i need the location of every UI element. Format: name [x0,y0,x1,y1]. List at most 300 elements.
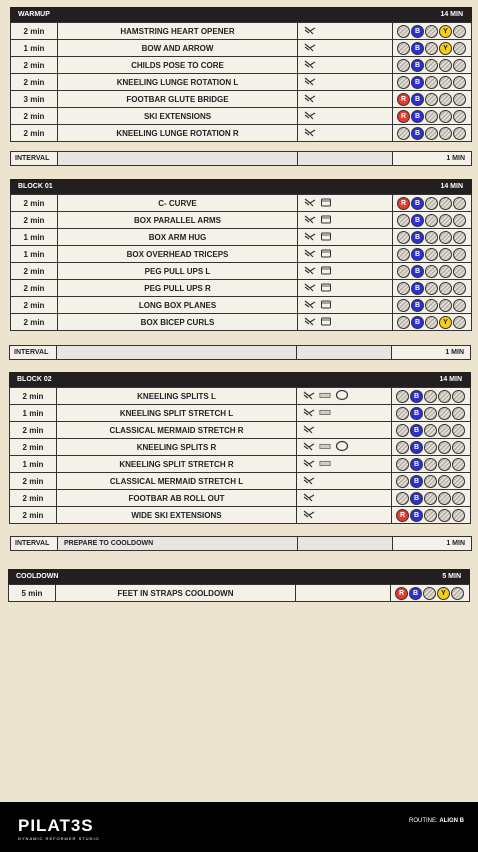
equipment-cell [298,314,393,331]
blue-spring-dot: B [411,25,424,38]
table-row [11,108,472,125]
blue-spring-dot: B [411,76,424,89]
red-spring-dot: R [396,509,409,522]
exercise-name: WIDE SKI EXTENSIONS [57,507,297,524]
strap-icon [304,282,316,294]
grey-spring-dot [425,265,438,278]
table-row [11,195,472,212]
interval-duration: 1 MIN [393,537,472,551]
exercise-time: 1 min [10,405,57,422]
exercise-name: CLASSICAL MERMAID STRETCH R [57,422,297,439]
spring-settings [392,388,471,405]
grey-spring-dot [453,59,466,72]
exercise-name: BOX BICEP CURLS [58,314,298,331]
table-row [11,229,472,246]
spring-settings [393,246,472,263]
grey-spring-dot [424,475,437,488]
exercise-time: 2 min [11,263,58,280]
block-title: BLOCK 01 [18,183,53,190]
spring-settings [393,263,472,280]
red-spring-dot: R [395,587,408,600]
block-duration: 14 MIN [439,376,462,383]
interval-equipment [298,152,393,166]
table-row [10,456,471,473]
equipment-cell [298,91,393,108]
equipment-cell [298,195,393,212]
equipment-cell [298,212,393,229]
grey-spring-dot [452,390,465,403]
grey-spring-dot [425,25,438,38]
brand-logo: PILAT3S [18,816,94,835]
strap-icon [304,42,316,54]
grey-spring-dot [397,127,410,140]
red-spring-dot: R [397,197,410,210]
exercise-name: KNEELING SPLITS R [57,439,297,456]
equipment-cell [298,40,393,57]
exercise-time: 2 min [10,388,57,405]
grey-spring-dot [439,93,452,106]
grey-spring-dot [397,25,410,38]
equipment-cell [297,456,392,473]
ring-icon [335,440,349,454]
grey-spring-dot [424,407,437,420]
exercise-name: KNEELING SPLITS L [57,388,297,405]
strap-icon [304,25,316,37]
blue-spring-dot: B [409,587,422,600]
block-header [9,372,471,387]
strap-icon [303,441,315,453]
equipment-cell [298,297,393,314]
equipment-cell [296,585,391,602]
block-header [8,569,470,584]
strap-icon [304,197,316,209]
spring-settings [393,40,472,57]
grey-spring-dot [425,76,438,89]
exercise-table [8,584,470,602]
equipment-cell [298,57,393,74]
grey-spring-dot [453,25,466,38]
spring-settings [393,297,472,314]
blue-spring-dot: B [411,42,424,55]
exercise-time: 2 min [10,439,57,456]
equipment-cell [298,280,393,297]
grey-spring-dot [439,197,452,210]
table-row [10,405,471,422]
table-row [9,585,470,602]
interval-label: INTERVAL [10,346,57,360]
grey-spring-dot [439,265,452,278]
interval-note [57,346,297,360]
grey-spring-dot [425,299,438,312]
exercise-time: 2 min [11,74,58,91]
table-row [10,439,471,456]
grey-spring-dot [452,475,465,488]
exercise-time: 2 min [11,57,58,74]
exercise-table [10,194,472,331]
block-title: BLOCK 02 [17,376,52,383]
grey-spring-dot [424,441,437,454]
grey-spring-dot [453,231,466,244]
grey-spring-dot [439,76,452,89]
block-3 [9,372,471,524]
spring-settings [393,314,472,331]
exercise-name: BOW AND ARROW [58,40,298,57]
equipment-cell [297,473,392,490]
block-header [10,179,472,194]
exercise-name: FOOTBAR GLUTE BRIDGE [58,91,298,108]
grey-spring-dot [453,316,466,329]
table-row [10,473,471,490]
yellow-spring-dot: Y [439,42,452,55]
interval-equipment [297,346,392,360]
spring-settings [393,23,472,40]
grey-spring-dot [452,492,465,505]
blue-spring-dot: B [411,93,424,106]
equipment-cell [297,405,392,422]
grey-spring-dot [453,248,466,261]
grey-spring-dot [425,197,438,210]
strap-icon [303,475,315,487]
exercise-table [9,387,471,524]
exercise-time: 3 min [11,91,58,108]
table-row [11,125,472,142]
spring-settings [393,212,472,229]
grey-spring-dot [453,93,466,106]
exercise-name: CLASSICAL MERMAID STRETCH L [57,473,297,490]
grey-spring-dot [396,424,409,437]
box-icon [320,316,332,328]
equipment-cell [298,125,393,142]
pad-icon [319,458,331,470]
blue-spring-dot: B [410,424,423,437]
grey-spring-dot [425,93,438,106]
block-title: WARMUP [18,11,50,18]
equipment-cell [298,263,393,280]
grey-spring-dot [438,441,451,454]
grey-spring-dot [396,492,409,505]
grey-spring-dot [397,231,410,244]
interval-table [9,345,471,360]
grey-spring-dot [453,282,466,295]
grey-spring-dot [424,458,437,471]
equipment-cell [298,23,393,40]
equipment-cell [298,108,393,125]
grey-spring-dot [425,110,438,123]
interval-duration: 1 MIN [392,346,471,360]
spring-settings [392,490,471,507]
interval-row [9,345,471,360]
exercise-time: 1 min [11,229,58,246]
table-row [11,280,472,297]
equipment-cell [297,388,392,405]
grey-spring-dot [451,587,464,600]
strap-icon [304,110,316,122]
table-row [11,263,472,280]
spring-settings [393,229,472,246]
grey-spring-dot [438,492,451,505]
grey-spring-dot [396,441,409,454]
grey-spring-dot [396,390,409,403]
grey-spring-dot [397,265,410,278]
table-row [10,388,471,405]
table-row [11,314,472,331]
grey-spring-dot [424,390,437,403]
strap-icon [304,93,316,105]
blue-spring-dot: B [411,316,424,329]
exercise-name: BOX OVERHEAD TRICEPS [58,246,298,263]
blue-spring-dot: B [411,59,424,72]
grey-spring-dot [453,110,466,123]
routine-name [409,818,464,824]
blue-spring-dot: B [410,390,423,403]
blue-spring-dot: B [411,265,424,278]
exercise-time: 2 min [11,23,58,40]
blue-spring-dot: B [410,458,423,471]
grey-spring-dot [439,214,452,227]
equipment-cell [298,246,393,263]
box-icon [320,299,332,311]
spring-settings [393,280,472,297]
strap-icon [303,424,315,436]
spring-settings [393,195,472,212]
blue-spring-dot: B [410,441,423,454]
brand-tagline: DYNAMIC REFORMER STUDIO [18,836,100,841]
grey-spring-dot [438,458,451,471]
grey-spring-dot [453,42,466,55]
exercise-name: HAMSTRING HEART OPENER [58,23,298,40]
table-row [11,246,472,263]
strap-icon [304,76,316,88]
grey-spring-dot [438,475,451,488]
interval-duration: 1 MIN [393,152,472,166]
strap-icon [303,407,315,419]
grey-spring-dot [438,424,451,437]
exercise-time: 2 min [11,280,58,297]
grey-spring-dot [424,509,437,522]
footer [0,802,478,852]
exercise-name: BOX PARALLEL ARMS [58,212,298,229]
grey-spring-dot [425,282,438,295]
grey-spring-dot [452,407,465,420]
blue-spring-dot: B [411,282,424,295]
grey-spring-dot [425,59,438,72]
blue-spring-dot: B [410,492,423,505]
exercise-name: KNEELING SPLIT STRETCH R [57,456,297,473]
strap-icon [304,214,316,226]
grey-spring-dot [453,76,466,89]
grey-spring-dot [439,59,452,72]
exercise-time: 2 min [11,212,58,229]
grey-spring-dot [439,231,452,244]
grey-spring-dot [438,509,451,522]
grey-spring-dot [439,110,452,123]
exercise-name: KNEELING SPLIT STRETCH L [57,405,297,422]
table-row [11,74,472,91]
table-row [11,152,472,166]
spring-settings [392,456,471,473]
grey-spring-dot [452,509,465,522]
ring-icon [335,389,349,403]
blue-spring-dot: B [411,248,424,261]
block-title: COOLDOWN [16,573,59,580]
strap-icon [303,492,315,504]
exercise-name: PEG PULL UPS L [58,263,298,280]
grey-spring-dot [397,76,410,89]
interval-row [10,536,472,551]
equipment-cell [297,490,392,507]
grey-spring-dot [439,248,452,261]
strap-icon [304,248,316,260]
strap-icon [304,265,316,277]
grey-spring-dot [396,458,409,471]
exercise-name: FOOTBAR AB ROLL OUT [57,490,297,507]
strap-icon [303,390,315,402]
block-duration: 5 MIN [442,573,461,580]
grey-spring-dot [453,214,466,227]
grey-spring-dot [452,441,465,454]
box-icon [320,265,332,277]
blue-spring-dot: B [411,214,424,227]
table-row [11,23,472,40]
block-4 [8,569,470,602]
exercise-time: 2 min [11,125,58,142]
grey-spring-dot [425,231,438,244]
grey-spring-dot [438,407,451,420]
block-duration: 14 MIN [440,183,463,190]
grey-spring-dot [425,42,438,55]
exercise-name: PEG PULL UPS R [58,280,298,297]
interval-note: PREPARE TO COOLDOWN [58,537,298,551]
interval-row [10,151,472,166]
yellow-spring-dot: Y [439,316,452,329]
exercise-time: 2 min [10,507,57,524]
spring-settings [392,473,471,490]
table-row [11,537,472,551]
exercise-table [10,22,472,142]
equipment-cell [298,229,393,246]
grey-spring-dot [397,214,410,227]
table-row [11,40,472,57]
table-row [11,91,472,108]
spring-settings [393,108,472,125]
spring-settings [392,405,471,422]
strap-icon [303,458,315,470]
blue-spring-dot: B [410,509,423,522]
grey-spring-dot [397,59,410,72]
exercise-time: 2 min [10,422,57,439]
block-1 [10,7,472,142]
spring-settings [393,74,472,91]
exercise-time: 1 min [10,456,57,473]
box-icon [320,231,332,243]
spring-settings [392,422,471,439]
exercise-time: 2 min [11,195,58,212]
yellow-spring-dot: Y [437,587,450,600]
blue-spring-dot: B [411,197,424,210]
spring-settings [392,507,471,524]
exercise-time: 2 min [11,108,58,125]
table-row [10,346,471,360]
equipment-cell [298,74,393,91]
spring-settings [393,57,472,74]
pad-icon [319,441,331,453]
strap-icon [304,231,316,243]
grey-spring-dot [396,407,409,420]
grey-spring-dot [453,299,466,312]
exercise-time: 5 min [9,585,56,602]
spring-settings [392,439,471,456]
spring-settings [393,125,472,142]
blue-spring-dot: B [411,127,424,140]
strap-icon [303,509,315,521]
equipment-cell [297,422,392,439]
strap-icon [304,127,316,139]
pad-icon [319,407,331,419]
grey-spring-dot [453,265,466,278]
routine-value: ALIGN B [439,818,464,824]
blue-spring-dot: B [410,475,423,488]
yellow-spring-dot: Y [439,25,452,38]
exercise-time: 1 min [11,40,58,57]
strap-icon [304,59,316,71]
grey-spring-dot [453,197,466,210]
block-header [10,7,472,22]
red-spring-dot: R [397,93,410,106]
box-icon [320,248,332,260]
strap-icon [304,316,316,328]
blue-spring-dot: B [411,299,424,312]
grey-spring-dot [425,316,438,329]
grey-spring-dot [439,127,452,140]
routine-label: ROUTINE: [408,818,438,824]
exercise-name: LONG BOX PLANES [58,297,298,314]
table-row [10,422,471,439]
exercise-name: KNEELING LUNGE ROTATION L [58,74,298,91]
grey-spring-dot [425,214,438,227]
grey-spring-dot [425,127,438,140]
exercise-name: BOX ARM HUG [58,229,298,246]
exercise-name: CHILDS POSE TO CORE [58,57,298,74]
grey-spring-dot [397,316,410,329]
grey-spring-dot [452,424,465,437]
table-row [10,507,471,524]
exercise-name: FEET IN STRAPS COOLDOWN [56,585,296,602]
exercise-name: KNEELING LUNGE ROTATION R [58,125,298,142]
grey-spring-dot [397,299,410,312]
box-icon [320,282,332,294]
grey-spring-dot [424,492,437,505]
grey-spring-dot [438,390,451,403]
block-duration: 14 MIN [440,11,463,18]
box-icon [320,214,332,226]
table-row [11,57,472,74]
table-row [11,297,472,314]
equipment-cell [297,439,392,456]
table-row [11,212,472,229]
interval-note [58,152,298,166]
exercise-name: SKI EXTENSIONS [58,108,298,125]
grey-spring-dot [453,127,466,140]
grey-spring-dot [397,42,410,55]
interval-label: INTERVAL [11,537,58,551]
interval-table [10,151,472,166]
strap-icon [304,299,316,311]
red-spring-dot: R [397,110,410,123]
block-2 [10,179,472,331]
box-icon [320,197,332,209]
spring-settings [393,91,472,108]
interval-label: INTERVAL [11,152,58,166]
